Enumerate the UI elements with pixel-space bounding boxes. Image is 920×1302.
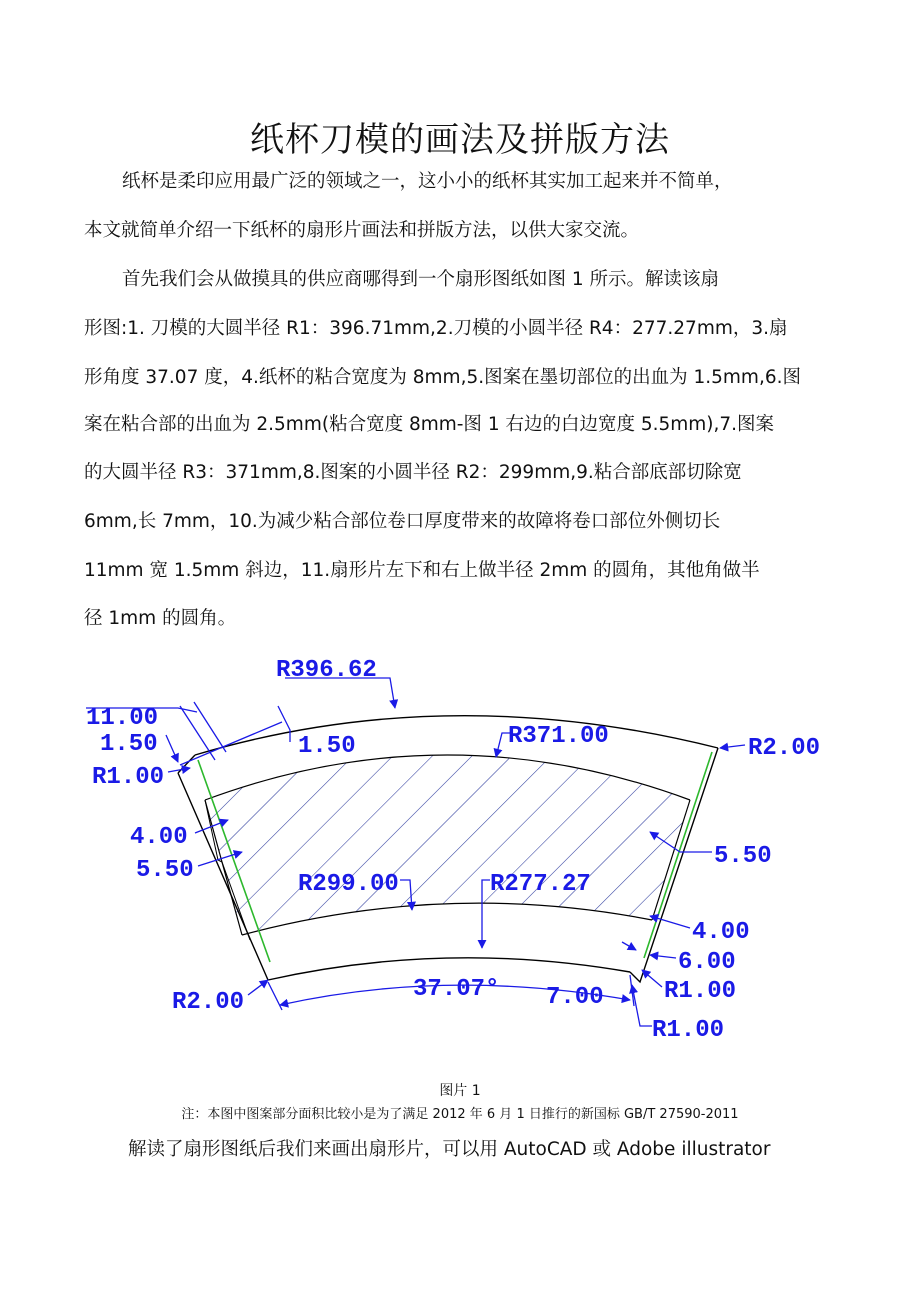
label-r299: R299.00 bbox=[298, 871, 399, 898]
label-150-mid: 1.50 bbox=[298, 733, 356, 760]
dim-r100-right2 bbox=[632, 985, 652, 1026]
label-400-left: 4.00 bbox=[130, 824, 188, 851]
paragraph-2-line-3: 形角度 37.07 度，4.纸杯的粘合宽度为 8mm,5.图案在墨切部位的出血为 1.5mm,6.图 bbox=[84, 367, 801, 388]
label-600: 6.00 bbox=[678, 949, 736, 976]
paragraph-2-line-7: 11mm 宽 1.5mm 斜边，11.扇形片左下和右上做半径 2mm 的圆角，其他角做半 bbox=[84, 560, 760, 581]
label-550-left: 5.50 bbox=[136, 857, 194, 884]
fan-die-drawing bbox=[80, 650, 820, 1050]
label-1100: 11.00 bbox=[86, 705, 159, 732]
label-r100-left: R1.00 bbox=[92, 764, 165, 791]
dim-r200-left bbox=[248, 980, 268, 995]
label-r100-right1: R1.00 bbox=[664, 978, 737, 1005]
label-150-left: 1.50 bbox=[100, 731, 158, 758]
paragraph-2-line-2: 形图:1. 刀模的大圆半径 R1：396.71mm,2.刀模的小圆半径 R4：277.27mm，3.扇 bbox=[84, 318, 788, 339]
label-r100-right2: R1.00 bbox=[652, 1017, 725, 1044]
die-outer-arc bbox=[195, 716, 718, 755]
label-r200-right: R2.00 bbox=[748, 735, 820, 762]
figure-note: 注：本图中图案部分面积比较小是为了满足 2012 年 6 月 1 日推行的新国标 GB/T 27590-2011 bbox=[181, 1107, 739, 1122]
label-r396: R396.62 bbox=[276, 657, 377, 684]
dim-150-left bbox=[166, 735, 178, 762]
label-r371: R371.00 bbox=[508, 723, 609, 750]
artwork-hatch-region bbox=[205, 755, 690, 935]
label-700: 7.00 bbox=[546, 984, 604, 1011]
dim-r200-right bbox=[720, 745, 745, 748]
paragraph-3: 解读了扇形图纸后我们来画出扇形片，可以用 AutoCAD 或 Adobe illustrator bbox=[128, 1139, 771, 1160]
label-r277: R277.27 bbox=[490, 871, 591, 898]
paragraph-2-line-4: 案在粘合部的出血为 2.5mm(粘合宽度 8mm-图 1 右边的白边宽度 5.5mm),7.图案 bbox=[84, 414, 775, 435]
paragraph-1-line-1: 纸杯是柔印应用最广泛的领域之一，这小小的纸杯其实加工起来并不简单， bbox=[122, 171, 733, 192]
paragraph-2-line-8: 径 1mm 的圆角。 bbox=[84, 608, 237, 629]
dim-r100-right1 bbox=[642, 970, 662, 987]
paragraph-2-line-5: 的大圆半径 R3：371mm,8.图案的小圆半径 R2：299mm,9.粘合部底部切除宽 bbox=[84, 462, 742, 483]
label-r200-left: R2.00 bbox=[172, 989, 245, 1016]
dim-600 bbox=[650, 955, 676, 958]
figure-caption: 图片 1 bbox=[439, 1083, 481, 1099]
label-550-right: 5.50 bbox=[714, 843, 772, 870]
page-title: 纸杯刀模的画法及拼版方法 bbox=[250, 120, 670, 160]
paragraph-2-line-6: 6mm,长 7mm，10.为减少粘合部位卷口厚度带来的故障将卷口部位外侧切长 bbox=[84, 511, 721, 532]
label-400-right: 4.00 bbox=[692, 919, 750, 946]
paragraph-2-line-1: 首先我们会从做摸具的供应商哪得到一个扇形图纸如图 1 所示。解读该扇 bbox=[122, 269, 720, 290]
label-angle: 37.07° bbox=[413, 976, 500, 1003]
paragraph-1-line-2: 本文就简单介绍一下纸杯的扇形片画法和拼版方法，以供大家交流。 bbox=[84, 220, 640, 241]
